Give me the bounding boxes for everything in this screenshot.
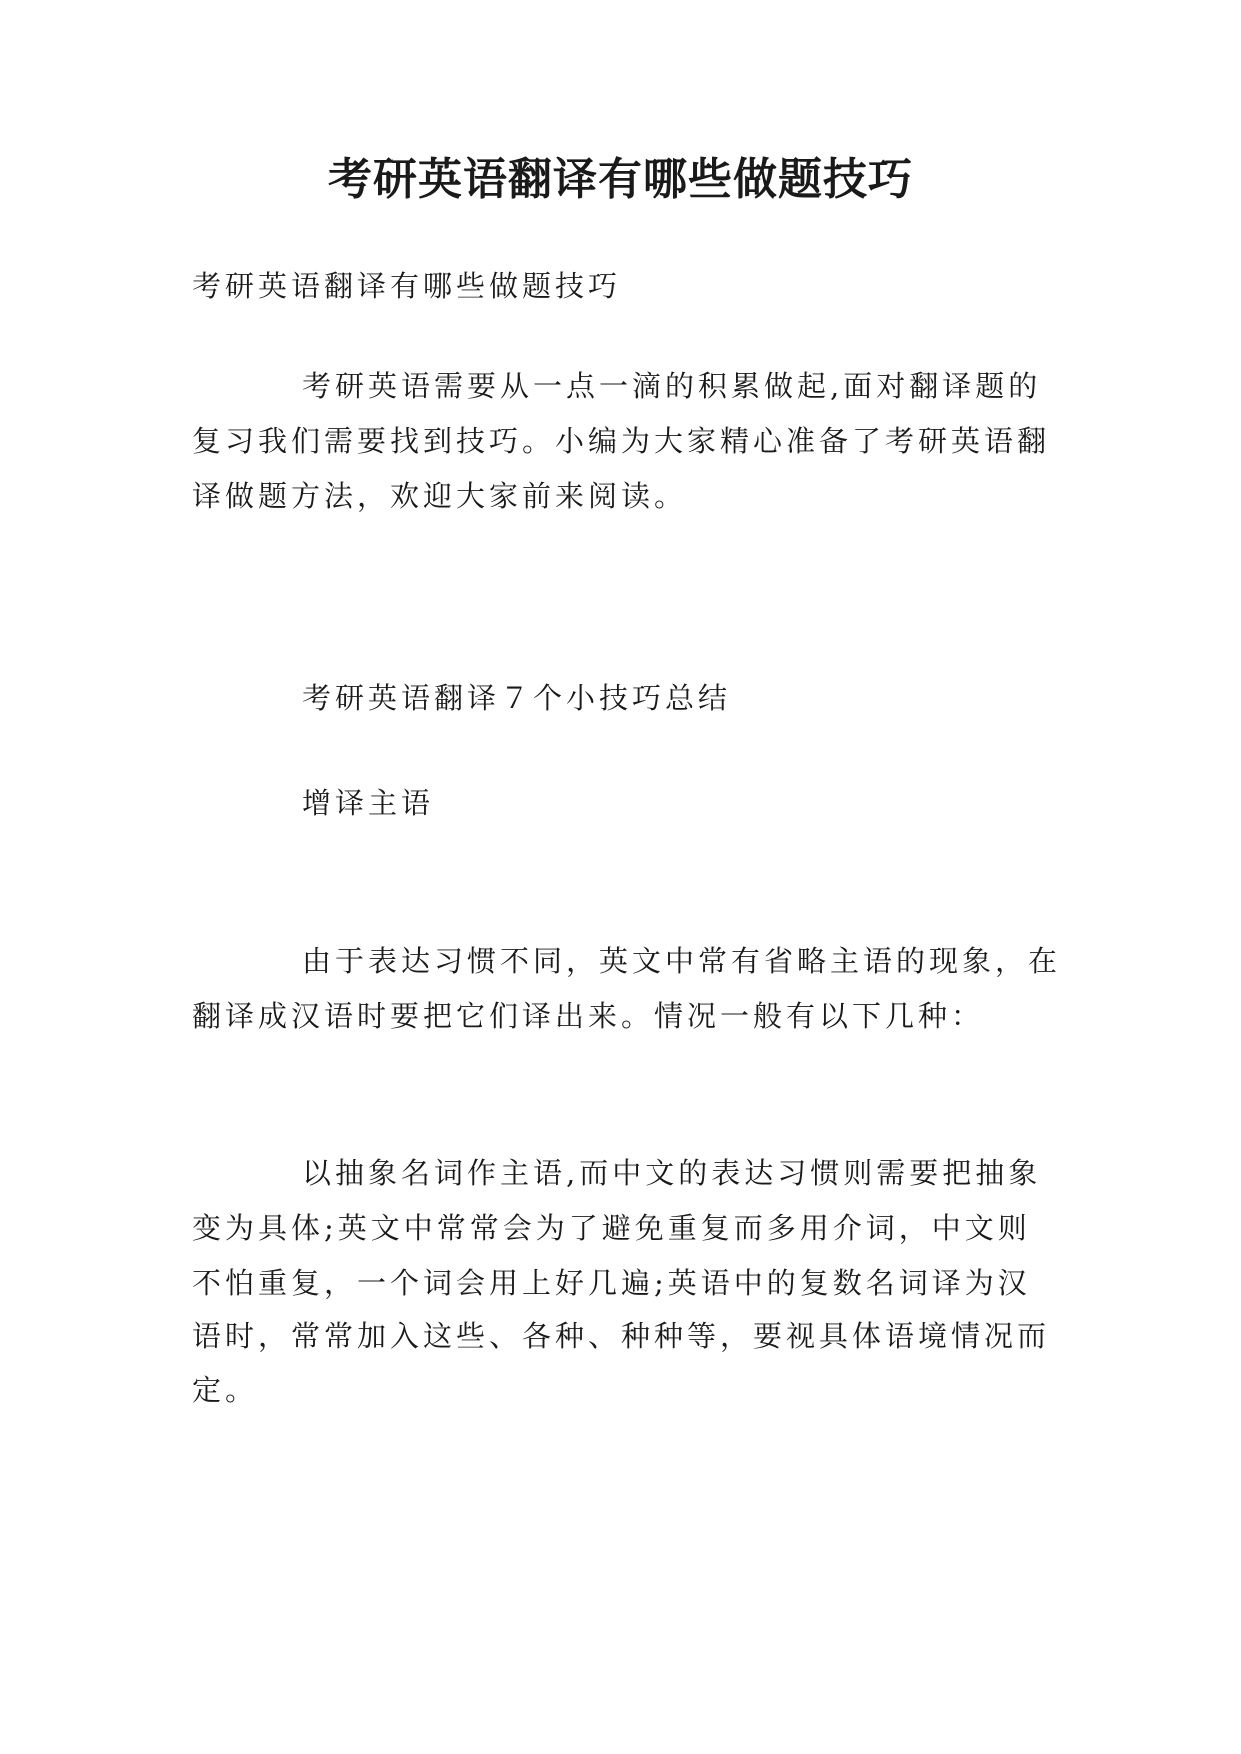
subheading: 增译主语 — [302, 786, 435, 820]
section-heading: 考研英语翻译７个小技巧总结 — [302, 681, 732, 715]
paragraph-line: 由于表达习惯不同，英文中常有省略主语的现象，在 — [302, 944, 1062, 978]
paragraph-line: 语时，常常加入这些、各种、种种等，要视具体语境情况而 — [192, 1319, 1051, 1353]
paragraph-line: 以抽象名词作主语,而中文的表达习惯则需要把抽象 — [302, 1156, 1042, 1190]
intro-line: 译做题方法，欢迎大家前来阅读。 — [192, 479, 688, 513]
intro-line: 考研英语需要从一点一滴的积累做起,面对翻译题的 — [302, 369, 1042, 403]
document-title: 考研英语翻译有哪些做题技巧 — [328, 154, 913, 205]
paragraph-line: 定。 — [192, 1373, 259, 1407]
document-subtitle: 考研英语翻译有哪些做题技巧 — [192, 269, 622, 303]
intro-line: 复习我们需要找到技巧。小编为大家精心准备了考研英语翻 — [192, 424, 1051, 458]
paragraph-line: 不怕重复，一个词会用上好几遍;英语中的复数名词译为汉 — [192, 1266, 1031, 1300]
paragraph-line: 翻译成汉语时要把它们译出来。情况一般有以下几种： — [192, 999, 985, 1033]
paragraph-line: 变为具体;英文中常常会为了避免重复而多用介词，中文则 — [192, 1211, 1031, 1245]
